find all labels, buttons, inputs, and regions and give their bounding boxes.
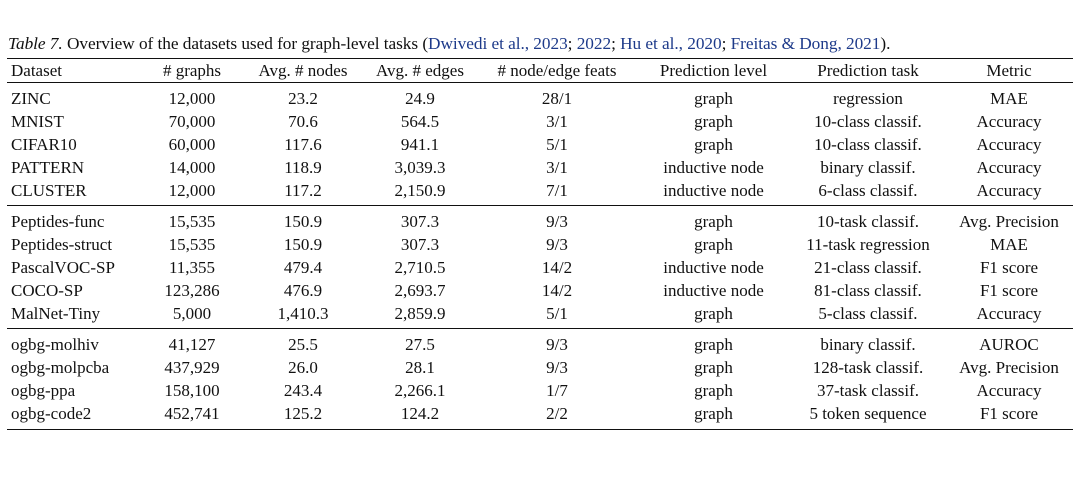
dataset-group-ogb bbox=[7, 329, 1073, 430]
cell-avg-nodes: 243.4 bbox=[283, 381, 323, 400]
cell-prediction-level: graph bbox=[694, 335, 733, 354]
cell-feats: 5/1 bbox=[546, 135, 568, 154]
cell-avg-edges: 28.1 bbox=[405, 358, 435, 377]
cell-feats: 3/1 bbox=[546, 112, 568, 131]
cell-prediction-task: 11-task regression bbox=[806, 235, 930, 254]
cell-avg-nodes: 25.5 bbox=[288, 335, 318, 354]
cell-metric: Accuracy bbox=[945, 179, 1073, 206]
cell-metric: AUROC bbox=[979, 335, 1039, 354]
table-row bbox=[7, 179, 1073, 206]
cell-metric: Accuracy bbox=[976, 112, 1042, 131]
cell-avg-edges: 2,710.5 bbox=[394, 258, 446, 277]
cell-feats: 14/2 bbox=[541, 258, 573, 277]
cell-prediction-level: graph bbox=[636, 402, 791, 430]
citation-link[interactable]: Dwivedi et al., 2023 bbox=[428, 34, 568, 53]
dataset-group-benchmarking bbox=[7, 83, 1073, 206]
cell-avg-edges: 2,693.7 bbox=[394, 281, 446, 300]
cell-graphs: 70,000 bbox=[168, 112, 216, 131]
caption-text: Overview of the datasets used for graph-level tasks ( bbox=[62, 34, 429, 53]
cell-graphs: 41,127 bbox=[168, 335, 216, 354]
cell-graphs: 158,100 bbox=[164, 381, 220, 400]
cell-avg-edges: 124.2 bbox=[362, 402, 478, 430]
cell-prediction-task: 81-class classif. bbox=[814, 281, 922, 300]
cell-feats: 9/3 bbox=[546, 358, 568, 377]
cell-metric: F1 score bbox=[945, 402, 1073, 430]
table-row bbox=[7, 302, 1073, 329]
cell-prediction-task: 5 token sequence bbox=[791, 402, 945, 430]
cell-avg-nodes: 1,410.3 bbox=[244, 302, 362, 329]
cell-metric: Accuracy bbox=[976, 381, 1042, 400]
cell-graphs: 437,929 bbox=[164, 358, 220, 377]
cell-prediction-level: graph bbox=[694, 235, 733, 254]
col-header-avg-nodes: Avg. # nodes bbox=[244, 59, 362, 83]
cell-prediction-task: 6-class classif. bbox=[791, 179, 945, 206]
citation-link[interactable]: Freitas & Dong, 2021 bbox=[730, 34, 881, 53]
cell-prediction-level: graph bbox=[694, 381, 733, 400]
cell-dataset: CLUSTER bbox=[7, 179, 140, 206]
cell-metric: MAE bbox=[990, 89, 1028, 108]
cell-graphs: 15,535 bbox=[168, 235, 216, 254]
cell-metric: F1 score bbox=[979, 281, 1039, 300]
col-header-avg-edges: Avg. # edges bbox=[362, 59, 478, 83]
table-row bbox=[7, 329, 1073, 357]
cell-graphs: 60,000 bbox=[168, 135, 216, 154]
cell-avg-nodes: 150.9 bbox=[283, 235, 323, 254]
table-header-row bbox=[7, 59, 1073, 83]
cell-prediction-task: 37-task classif. bbox=[817, 381, 919, 400]
table-row bbox=[7, 110, 1073, 133]
cell-graphs: 5,000 bbox=[140, 302, 244, 329]
cell-feats: 2/2 bbox=[478, 402, 636, 430]
caption-label: Table 7. bbox=[8, 34, 63, 53]
cell-prediction-task: 128-task classif. bbox=[812, 358, 924, 377]
citation-link[interactable]: Hu et al., 2020 bbox=[620, 34, 722, 53]
citation-separator: ; bbox=[721, 34, 731, 53]
table-row bbox=[7, 256, 1073, 279]
cell-avg-edges: 2,266.1 bbox=[394, 381, 446, 400]
cell-dataset: ogbg-ppa bbox=[11, 381, 76, 400]
col-header-graphs: # graphs bbox=[140, 59, 244, 83]
cell-feats: 9/3 bbox=[546, 335, 568, 354]
cell-avg-edges: 307.3 bbox=[400, 212, 440, 231]
cell-avg-nodes: 476.9 bbox=[283, 281, 323, 300]
cell-prediction-task: 10-class classif. bbox=[814, 112, 922, 131]
cell-avg-edges: 3,039.3 bbox=[394, 158, 446, 177]
cell-avg-nodes: 150.9 bbox=[283, 212, 323, 231]
cell-avg-edges: 307.3 bbox=[400, 235, 440, 254]
cell-avg-edges: 2,150.9 bbox=[362, 179, 478, 206]
cell-dataset: Peptides-func bbox=[11, 212, 105, 231]
cell-dataset: MNIST bbox=[11, 112, 64, 131]
cell-prediction-task: binary classif. bbox=[820, 158, 916, 177]
cell-dataset: ogbg-code2 bbox=[7, 402, 140, 430]
table-row bbox=[7, 156, 1073, 179]
cell-avg-nodes: 70.6 bbox=[288, 112, 318, 131]
col-header-prediction-task: Prediction task bbox=[791, 59, 945, 83]
cell-prediction-level: graph bbox=[694, 358, 733, 377]
cell-metric: Accuracy bbox=[945, 302, 1073, 329]
cell-feats: 28/1 bbox=[541, 89, 573, 108]
cell-avg-edges: 24.9 bbox=[405, 89, 435, 108]
cell-prediction-task: 10-class classif. bbox=[814, 135, 922, 154]
cell-graphs: 14,000 bbox=[168, 158, 216, 177]
cell-avg-nodes: 125.2 bbox=[244, 402, 362, 430]
cell-prediction-task: regression bbox=[833, 89, 903, 108]
cell-avg-nodes: 117.2 bbox=[244, 179, 362, 206]
col-header-feats: # node/edge feats bbox=[478, 59, 636, 83]
cell-metric: MAE bbox=[990, 235, 1028, 254]
cell-prediction-task: 5-class classif. bbox=[791, 302, 945, 329]
table-row bbox=[7, 356, 1073, 379]
cell-avg-nodes: 23.2 bbox=[288, 89, 318, 108]
cell-avg-nodes: 479.4 bbox=[283, 258, 323, 277]
cell-dataset: PascalVOC-SP bbox=[11, 258, 115, 277]
cell-avg-edges: 941.1 bbox=[400, 135, 440, 154]
cell-feats: 7/1 bbox=[478, 179, 636, 206]
cell-feats: 1/7 bbox=[546, 381, 568, 400]
citation-separator: ; bbox=[611, 34, 621, 53]
cell-prediction-level: graph bbox=[636, 302, 791, 329]
cell-metric: Accuracy bbox=[976, 135, 1042, 154]
cell-graphs: 12,000 bbox=[140, 179, 244, 206]
col-header-metric: Metric bbox=[945, 59, 1073, 83]
cell-avg-nodes: 118.9 bbox=[284, 158, 322, 177]
cell-metric: Avg. Precision bbox=[959, 212, 1059, 231]
cell-dataset: ogbg-molhiv bbox=[11, 335, 99, 354]
cell-graphs: 12,000 bbox=[168, 89, 216, 108]
cell-prediction-task: binary classif. bbox=[820, 335, 916, 354]
table-row bbox=[7, 279, 1073, 302]
cell-dataset: ogbg-molpcba bbox=[11, 358, 110, 377]
citation-separator: ; bbox=[567, 34, 577, 53]
cell-avg-edges: 27.5 bbox=[405, 335, 435, 354]
cell-graphs: 11,355 bbox=[168, 258, 216, 277]
cell-metric: F1 score bbox=[979, 258, 1039, 277]
datasets-table bbox=[7, 58, 1073, 430]
table-row bbox=[7, 83, 1073, 111]
table-row bbox=[7, 233, 1073, 256]
cell-dataset: CIFAR10 bbox=[11, 135, 77, 154]
cell-prediction-task: 21-class classif. bbox=[814, 258, 922, 277]
cell-avg-nodes: 26.0 bbox=[288, 358, 318, 377]
cell-metric: Avg. Precision bbox=[959, 358, 1059, 377]
dataset-group-lrgb bbox=[7, 206, 1073, 329]
cell-dataset: PATTERN bbox=[11, 158, 85, 177]
cell-dataset: ZINC bbox=[11, 89, 51, 108]
cell-prediction-level: inductive node bbox=[663, 258, 764, 277]
cell-prediction-level: inductive node bbox=[636, 179, 791, 206]
cell-avg-nodes: 117.6 bbox=[284, 135, 322, 154]
cell-feats: 5/1 bbox=[478, 302, 636, 329]
cell-dataset: MalNet-Tiny bbox=[7, 302, 140, 329]
citation-link[interactable]: 2022 bbox=[576, 34, 612, 53]
table-caption bbox=[8, 33, 890, 55]
cell-avg-edges: 2,859.9 bbox=[362, 302, 478, 329]
cell-graphs: 15,535 bbox=[168, 212, 216, 231]
cell-prediction-level: graph bbox=[694, 135, 733, 154]
col-header-prediction-level: Prediction level bbox=[636, 59, 791, 83]
cell-feats: 14/2 bbox=[541, 281, 573, 300]
cell-prediction-level: graph bbox=[694, 89, 733, 108]
cell-dataset: COCO-SP bbox=[11, 281, 83, 300]
cell-feats: 9/3 bbox=[546, 212, 568, 231]
caption-end: ). bbox=[880, 34, 891, 53]
cell-dataset: Peptides-struct bbox=[11, 235, 113, 254]
table-row bbox=[7, 133, 1073, 156]
table-row bbox=[7, 379, 1073, 402]
cell-metric: Accuracy bbox=[976, 158, 1042, 177]
cell-prediction-level: inductive node bbox=[663, 158, 764, 177]
col-header-dataset: Dataset bbox=[7, 59, 140, 83]
cell-prediction-task: 10-task classif. bbox=[817, 212, 919, 231]
table-row bbox=[7, 206, 1073, 234]
cell-graphs: 452,741 bbox=[140, 402, 244, 430]
cell-prediction-level: inductive node bbox=[663, 281, 764, 300]
cell-avg-edges: 564.5 bbox=[400, 112, 440, 131]
cell-prediction-level: graph bbox=[694, 212, 733, 231]
cell-feats: 3/1 bbox=[546, 158, 568, 177]
cell-feats: 9/3 bbox=[546, 235, 568, 254]
cell-graphs: 123,286 bbox=[164, 281, 220, 300]
table-row bbox=[7, 402, 1073, 430]
cell-prediction-level: graph bbox=[694, 112, 733, 131]
